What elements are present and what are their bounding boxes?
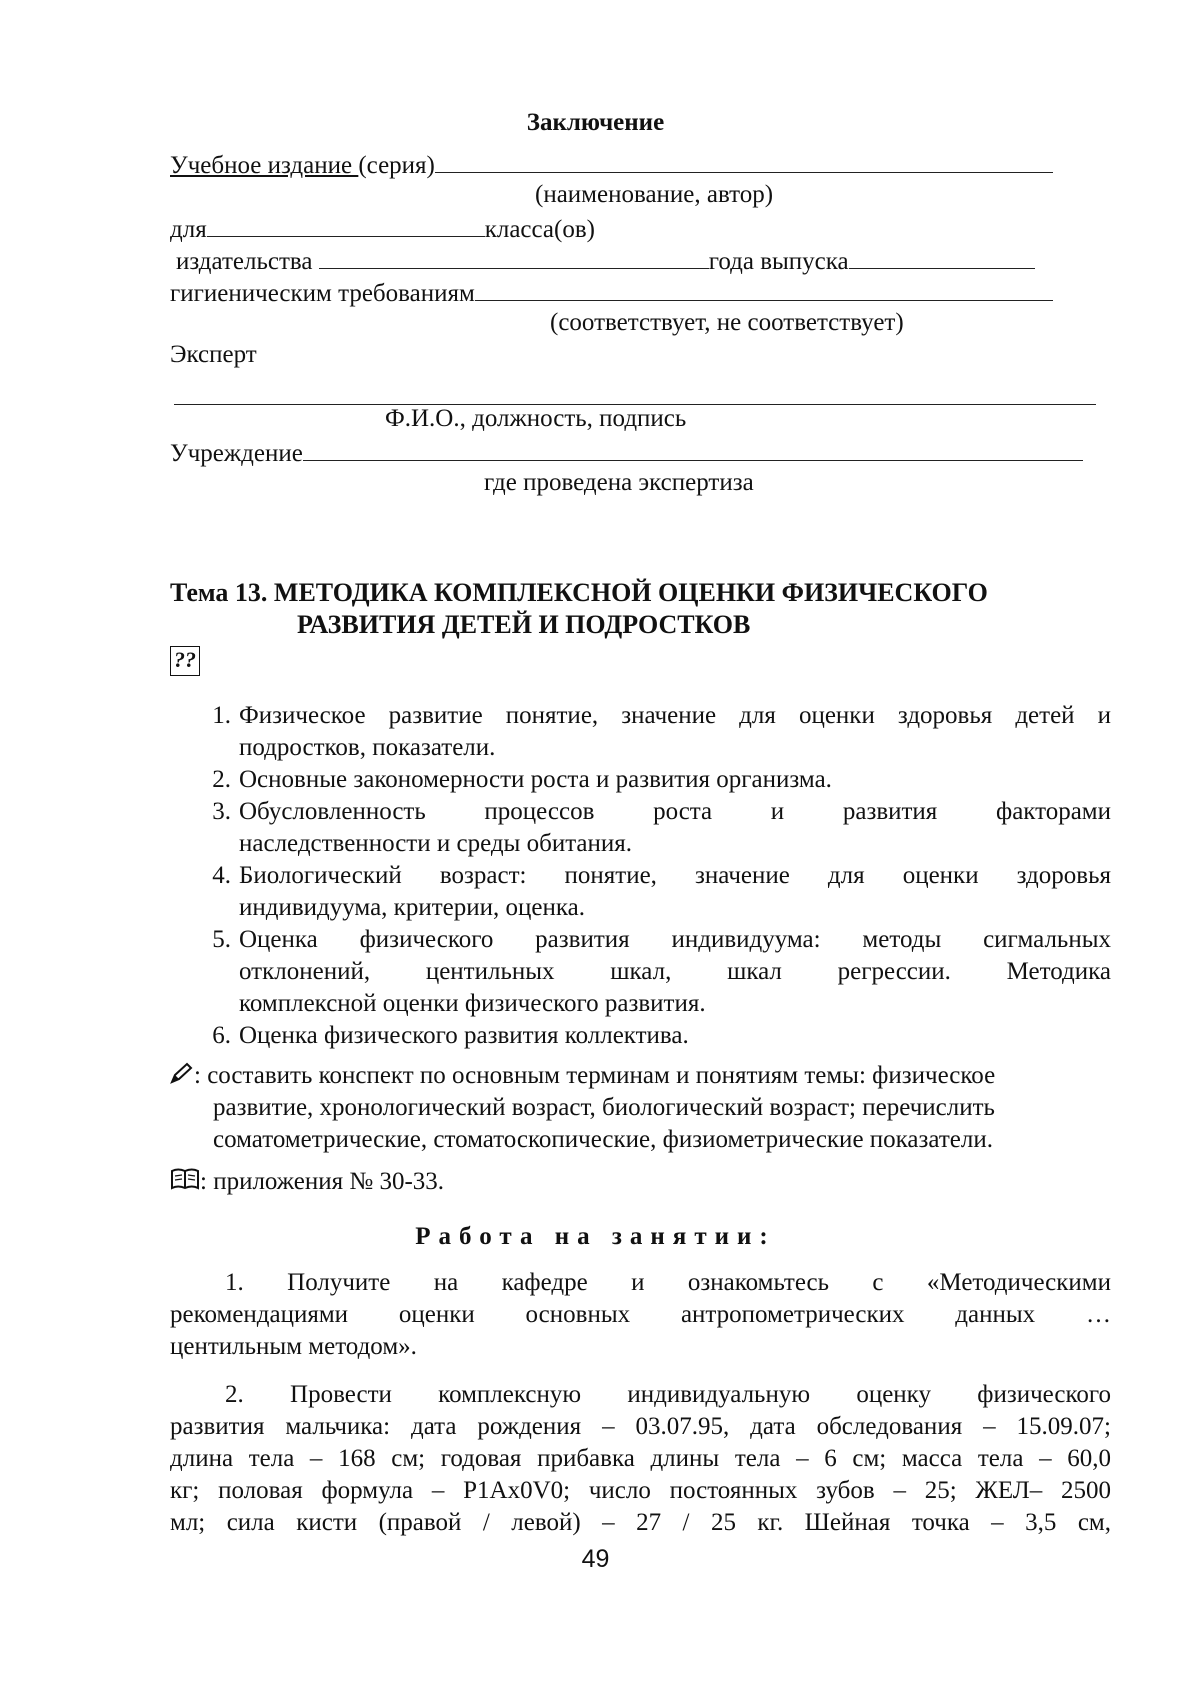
compliance-hint: (соответствует, не соответствует) [550,309,904,336]
question-text: Оценка физического развития индивидуума: методы сигмальных [239,926,1111,953]
for-label: для [170,216,207,243]
question-item [195,925,1111,955]
class-label: класса(ов) [484,216,595,243]
conclusion-title: Заключение [526,109,665,136]
topic-title-line2: РАЗВИТИЯ ДЕТЕЙ И ПОДРОСТКОВ [297,610,751,639]
hygiene-blank[interactable] [475,276,1053,301]
question-item [195,861,1111,891]
question-item [195,797,1111,827]
paragraph-line: рекомендациями оценки основных антропометрических данных … [170,1301,1111,1328]
hygiene-line [170,276,1053,309]
paragraph-line: 2. Провести комплексную индивидуальную оценку физического [225,1381,1111,1408]
institution-hint: где проведена экспертиза [484,469,754,496]
expert-label: Эксперт [170,341,257,368]
work-title: Работа на занятии: [415,1223,776,1250]
question-number: 4. [212,862,231,889]
paragraph-line: центильным методом». [170,1333,417,1360]
question-number: 2. [212,766,231,793]
question-item [195,701,1111,731]
appendix-line: : приложения № 30-33. [170,1167,444,1199]
question-text: подростков, показатели. [239,734,496,761]
class-line [170,212,595,245]
question-text: Биологический возраст: понятие, значение для оценки здоровья [239,862,1111,889]
task-line-3: соматометрические, стоматоскопические, физиометрические показатели. [213,1126,993,1153]
series-blank[interactable] [435,148,1053,173]
name-author-hint: (наименование, автор) [535,181,774,208]
question-text: Оценка физического развития коллектива. [239,1022,689,1049]
expert-blank[interactable] [174,380,1096,405]
hygiene-label: гигиеническим требованиям [170,280,475,307]
question-item [195,1021,689,1051]
publisher-blank[interactable] [319,244,709,269]
task-line-2: развитие, хронологический возраст, биологический возраст; перечислить [213,1094,995,1121]
question-number: 6. [212,1022,231,1049]
question-text: отклонений, центильных шкал, шкал регрессии. Методика [239,958,1111,985]
year-blank[interactable] [849,244,1035,269]
task-line-1: : составить конспект по основным терминам и понятиям темы: физическое [170,1061,995,1092]
pencil-icon [170,1062,194,1092]
question-text: наследственности и среды обитания. [239,830,633,857]
question-text: индивидуума, критерии, оценка. [239,894,585,921]
edition-line [170,148,1053,181]
questions-icon: ?? [170,646,200,676]
paragraph-line: длина тела – 168 см; годовая прибавка длины тела – 6 см; масса тела – 60,0 [170,1445,1111,1472]
paragraph-line: мл; сила кисти (правой / левой) – 27 / 25 кг. Шейная точка – 3,5 см, [170,1509,1111,1536]
question-item [195,765,832,795]
publisher-line [176,244,1035,277]
expert-hint: Ф.И.О., должность, подпись [385,405,687,432]
series-label: (серия) [358,152,435,179]
paragraph-line: развития мальчика: дата рождения – 03.07.95, дата обследования – 15.09.07; [170,1413,1111,1440]
institution-line [170,436,1083,469]
topic-title-line1: Тема 13. МЕТОДИКА КОМПЛЕКСНОЙ ОЦЕНКИ ФИЗИЧЕСКОГО [170,578,988,607]
paragraph-line: кг; половая формула – P1Ax0V0; число постоянных зубов – 25; ЖЕЛ– 2500 [170,1477,1111,1504]
publisher-label: издательства [176,248,313,275]
question-number: 1. [212,702,231,729]
edition-label: Учебное издание [170,152,359,179]
question-number: 5. [212,926,231,953]
question-text: Физическое развитие понятие, значение для оценки здоровья детей и [239,702,1111,729]
class-blank[interactable] [207,212,485,237]
page-number: 49 [581,1545,610,1573]
year-label: года выпуска [708,248,849,275]
question-number: 3. [212,798,231,825]
question-text: Обусловленность процессов роста и развития факторами [239,798,1111,825]
question-text: Основные закономерности роста и развития организма. [239,766,832,793]
question-text: комплексной оценки физического развития. [239,990,706,1017]
paragraph-line: 1. Получите на кафедре и ознакомьтесь с «Методическими [225,1269,1111,1296]
book-icon [170,1167,200,1199]
institution-label: Учреждение [170,440,303,467]
institution-blank[interactable] [303,436,1083,461]
